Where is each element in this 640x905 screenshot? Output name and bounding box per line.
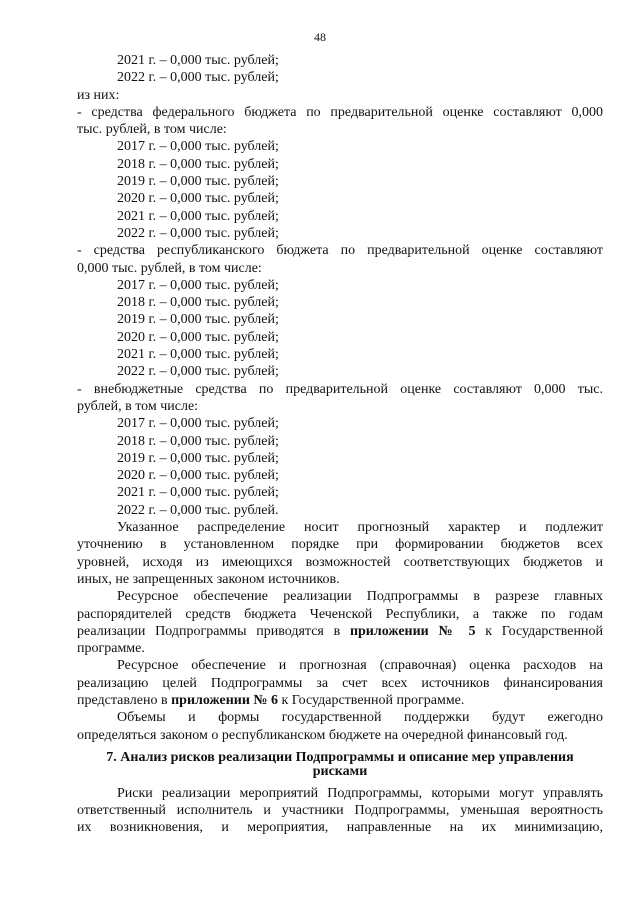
document-body — [77, 52, 603, 837]
page-number: 48 — [314, 30, 326, 44]
paragraph-resource-appendix-5 — [77, 588, 603, 657]
list-item: 2020 г. – 0,000 тыс. рублей; — [117, 329, 279, 345]
list-item: 2022 г. – 0,000 тыс. рублей; — [117, 364, 279, 380]
extrabudgetary-line: рублей, в том числе: — [77, 398, 199, 414]
paragraph-line: уровней, исходя из имеющихся возможностей соответствующих бюджетов и — [77, 554, 603, 570]
paragraph-line: Объемы и формы государственной поддержки будут ежегодно — [117, 710, 603, 726]
list-item: 2020 г. – 0,000 тыс. рублей; — [117, 468, 279, 484]
paragraph-line: программе. — [77, 641, 145, 657]
paragraph-line: иных, не запрещенных законом источников. — [77, 571, 340, 587]
list-item: 2021 г. – 0,000 тыс. рублей; — [117, 53, 279, 68]
section-heading-line: 7. Анализ рисков реализации Подпрограммы и описание мер управления — [106, 749, 574, 765]
paragraph-line: Указанное распределение носит прогнозный характер и подлежит — [117, 520, 603, 536]
list-item: 2019 г. – 0,000 тыс. рублей; — [117, 450, 279, 466]
federal-budget-line: - средства федерального бюджета по предварительной оценке составляют 0,000 — [77, 104, 603, 120]
list-item: 2018 г. – 0,000 тыс. рублей; — [117, 156, 279, 172]
paragraph-line: реализации Подпрограммы приводятся в приложении № 5 к Государственной — [77, 623, 603, 639]
republic-budget-line: - средства республиканского бюджета по предварительной оценке составляют — [77, 243, 603, 259]
list-item: 2019 г. – 0,000 тыс. рублей; — [117, 174, 279, 190]
paragraph-line: их возникновения, и мероприятия, направленные на их минимизацию, — [77, 820, 603, 836]
federal-budget-line: тыс. рублей, в том числе: — [77, 122, 227, 138]
list-item: 2017 г. – 0,000 тыс. рублей; — [117, 139, 279, 155]
paragraph-forecast — [77, 519, 603, 588]
paragraph-risks — [77, 785, 603, 837]
subheading-text: из них: — [77, 87, 120, 103]
list-item: 2017 г. – 0,000 тыс. рублей; — [117, 277, 279, 293]
list-item: 2022 г. – 0,000 тыс. рублей; — [117, 225, 279, 241]
republic-budget-line: 0,000 тыс. рублей, в том числе: — [77, 260, 262, 276]
paragraph-line: Ресурсное обеспечение и прогнозная (справочная) оценка расходов на — [117, 658, 603, 674]
extrabudgetary-line: - внебюджетные средства по предварительной оценке составляют 0,000 тыс. — [77, 381, 603, 397]
list-item: 2021 г. – 0,000 тыс. рублей; — [117, 208, 279, 224]
paragraph-resource-appendix-6 — [77, 657, 603, 709]
section-heading-line: рисками — [312, 763, 368, 779]
paragraph-line: ответственный исполнитель и участники Подпрограммы, уменьшая вероятность — [77, 803, 603, 819]
paragraph-line: Ресурсное обеспечение реализации Подпрограммы в разрезе главных — [117, 589, 603, 605]
paragraph-line: распорядителей средств бюджета Чеченской Республики, а также по годам — [77, 606, 603, 622]
paragraph-line: представлено в приложении № 6 к Государственной программе. — [77, 692, 465, 708]
list-item: 2018 г. – 0,000 тыс. рублей; — [117, 433, 279, 449]
appendix-reference: приложении № 5 — [349, 623, 476, 639]
list-item: 2022 г. – 0,000 тыс. рублей. — [117, 502, 279, 518]
list-item: 2021 г. – 0,000 тыс. рублей; — [117, 347, 279, 363]
paragraph-line: уточнению в установленном порядке при формировании бюджетов всех — [77, 537, 603, 553]
paragraph-line: реализацию целей Подпрограммы за счет всех источников финансирования — [77, 675, 603, 691]
list-item: 2018 г. – 0,000 тыс. рублей; — [117, 295, 279, 311]
paragraph-state-support — [77, 709, 603, 744]
paragraph-line: Риски реализации мероприятий Подпрограммы, которыми могут управлять — [117, 785, 603, 801]
list-item: 2022 г. – 0,000 тыс. рублей; — [117, 70, 279, 86]
list-item: 2019 г. – 0,000 тыс. рублей; — [117, 312, 279, 328]
list-item: 2020 г. – 0,000 тыс. рублей; — [117, 191, 279, 207]
list-item: 2021 г. – 0,000 тыс. рублей; — [117, 485, 279, 501]
section-heading — [77, 751, 603, 779]
appendix-reference: приложении № 6 — [171, 692, 278, 708]
paragraph-line: определяться законом о республиканском бюджете на очередной финансовый год. — [77, 727, 568, 743]
list-item: 2017 г. – 0,000 тыс. рублей; — [117, 416, 279, 432]
